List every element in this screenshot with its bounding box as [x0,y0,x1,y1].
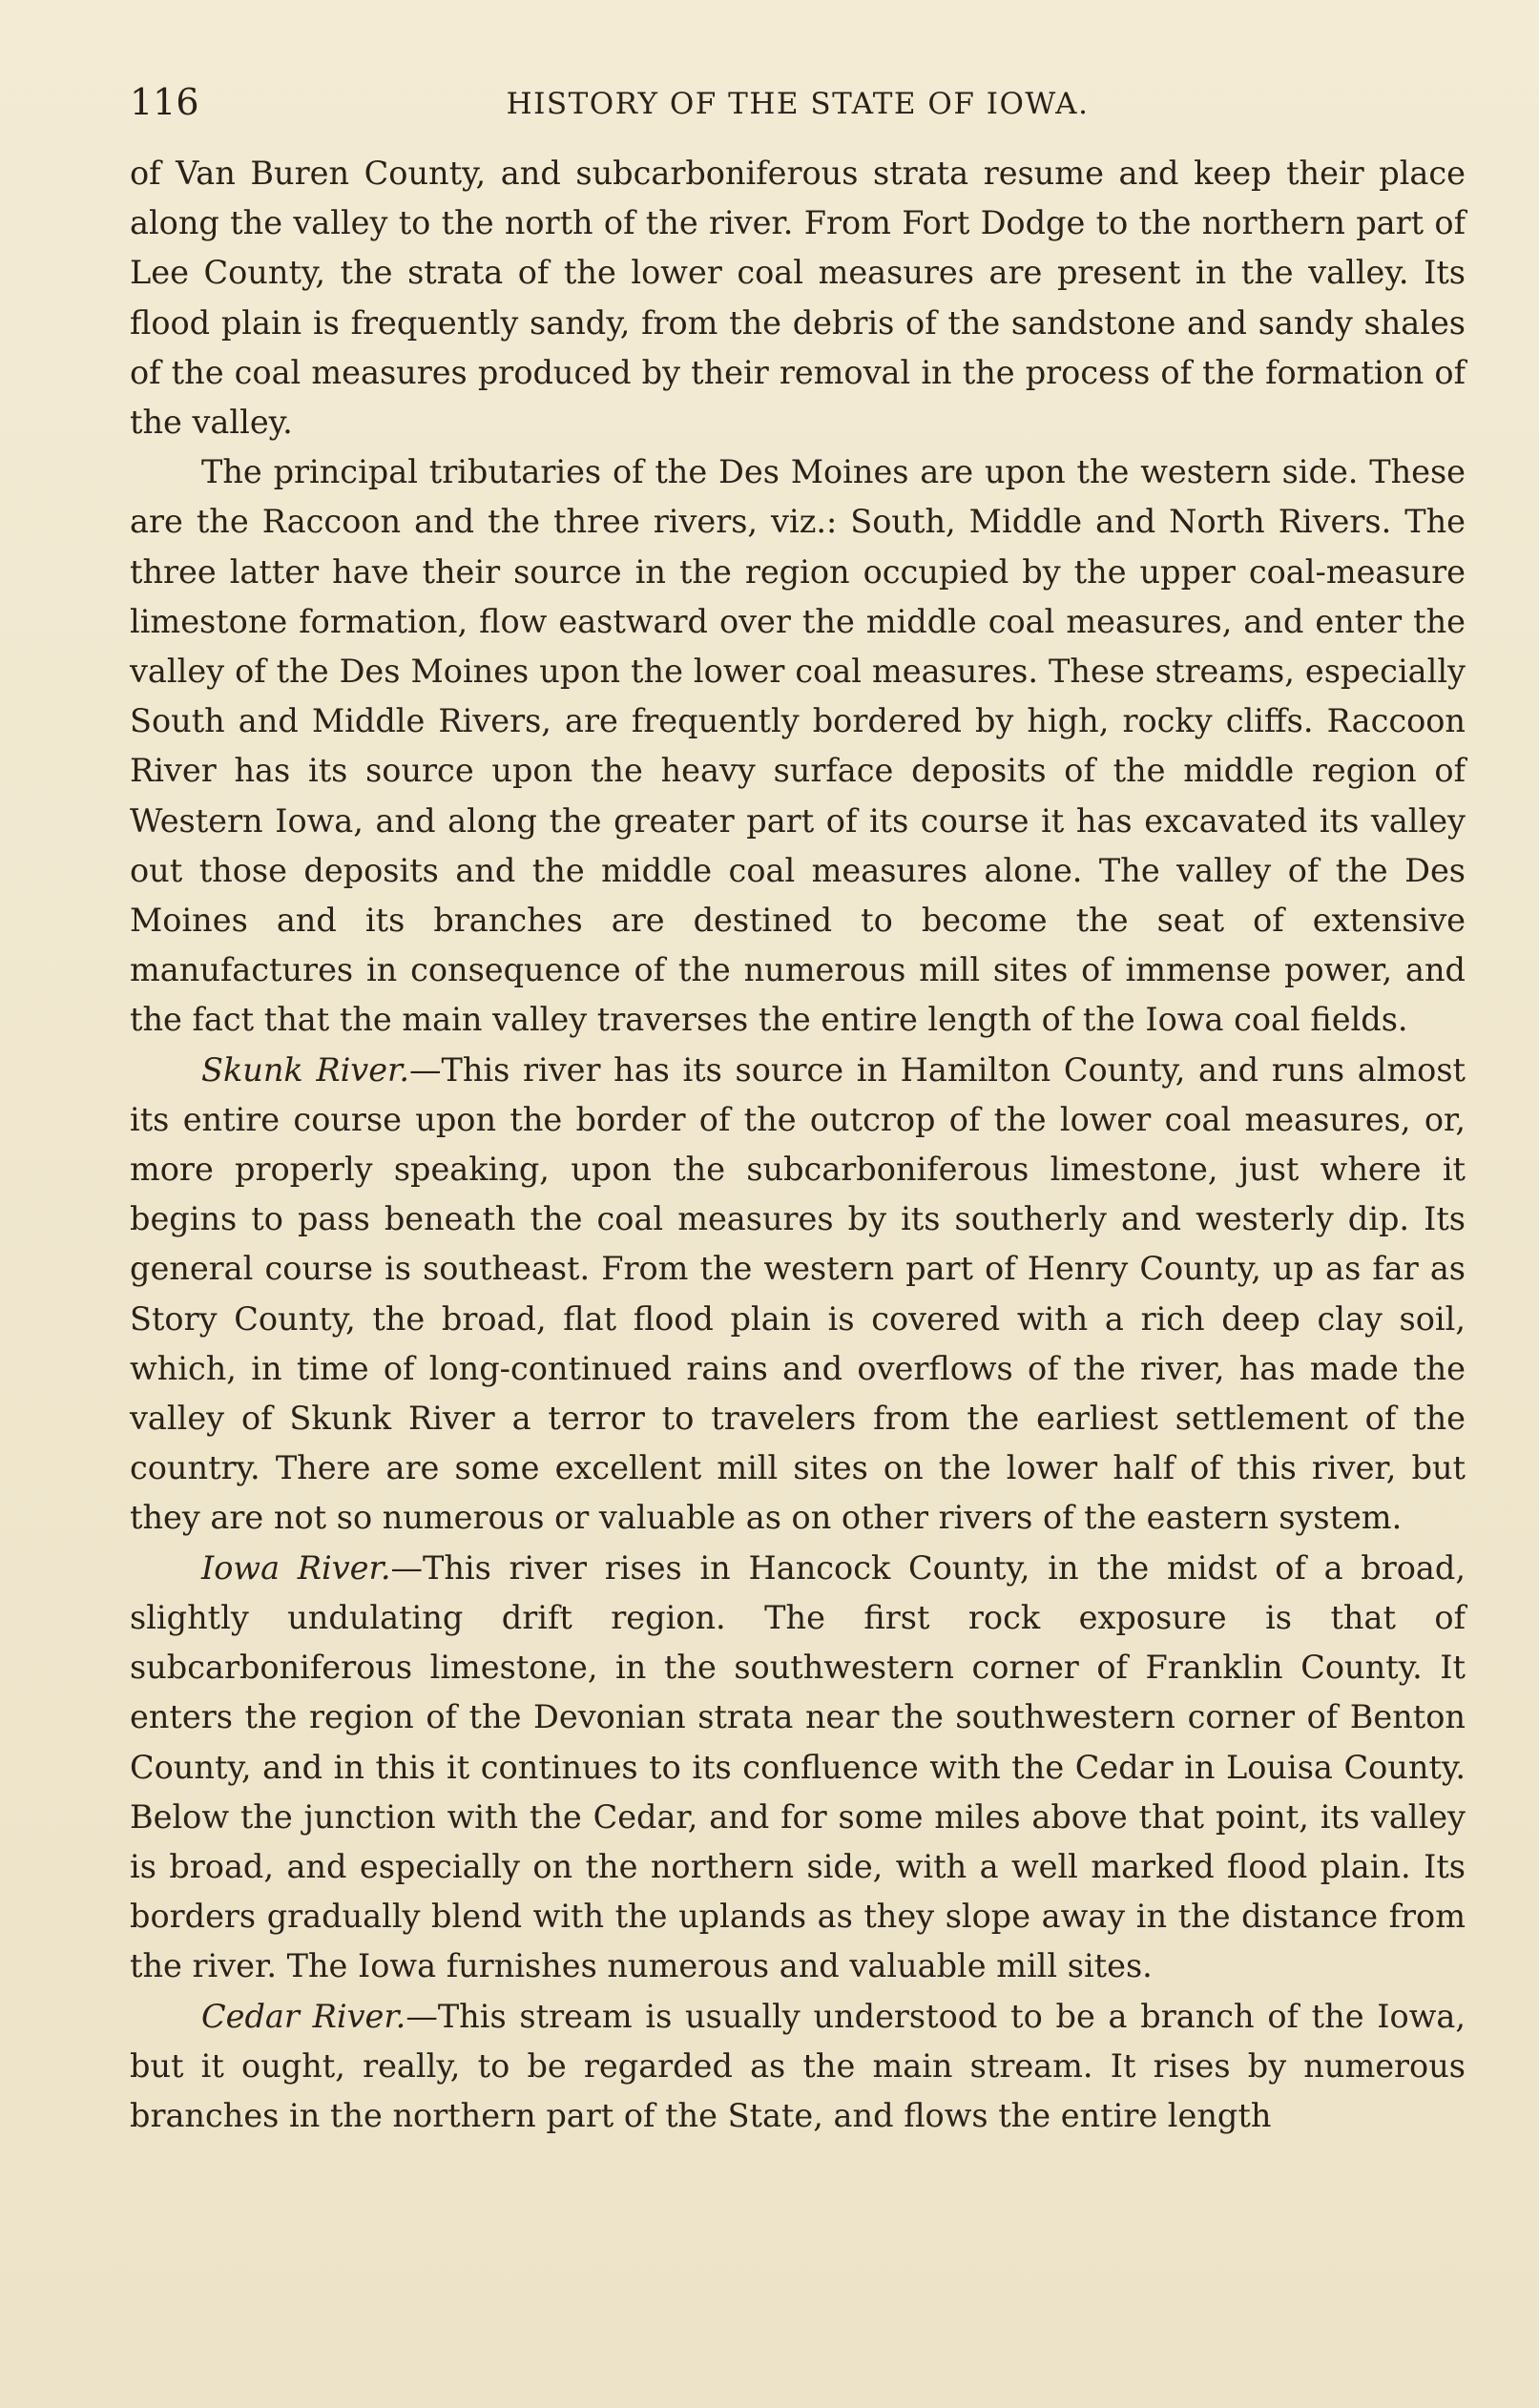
paragraph-text: —This river rises in Hancock County, in the midst of a broad, slightly undulating drift region. The first rock exposure is that of subcarboniferous limestone, in the southwestern corner of Franklin County. It enters the region of the Devonian strata near the southwestern corner of Benton County, and in this it continues to its confluence with the Cedar in Louisa County. Below the junction with the Cedar, and for some miles above that point, its valley is broad, and especially on the northern side, with a well marked flood plain. Its borders gradually blend with the uplands as they slope away in the distance from the river. The Iowa furnishes numerous and valuable mill sites. [130,1548,1466,1985]
section-heading-iowa-river: Iowa River. [201,1548,391,1587]
paragraph-iowa-river [130,1544,1466,1992]
paragraph-cedar-river [130,1992,1466,2142]
paragraph-des-moines-tributaries [130,447,1466,1045]
paragraph-text: —This river has its source in Hamilton County, and runs almost its entire course upon the border of the outcrop of the lower coal measures, or, more properly speaking, upon the subcarboniferous limestone, just where it begins to pass beneath the coal measures by its southerly and westerly dip. Its general course is southeast. From the western part of Henry County, up as far as Story County, the broad, flat flood plain is covered with a rich deep clay soil, which, in time of long-continued rains and overflows of the river, has made the valley of Skunk River a terror to travelers from the earliest settlement of the country. There are some excellent mill sites on the lower half of this river, but they are not so numerous or valuable as on other rivers of the eastern system. [130,1050,1466,1537]
running-head: HISTORY OF THE STATE OF IOWA. [506,87,1090,121]
section-heading-cedar-river: Cedar River. [201,1997,406,2035]
paragraph-text: of Van Buren County, and subcarboniferous strata resume and keep their place along the valley to the north of the river. From Fort Dodge to the northern part of Lee County, the strata of the lower coal measures are present in the valley. Its flood plain is frequently sandy, from the debris of the sandstone and sandy shales of the coal measures produced by their removal in the process of the formation of the valley. [130,155,1466,442]
paragraph-text: —This stream is usually understood to be a branch of the Iowa, but it ought, really, to be regarded as the main stream. It rises by numerous branches in the northern part of the State, and flows the entire length [130,1997,1466,2134]
section-heading-skunk-river: Skunk River. [201,1050,410,1089]
page-body [130,149,1466,2141]
paragraph-skunk-river [130,1046,1466,1544]
paragraph-text: The principal tributaries of the Des Moines are upon the western side. These are the Raccoon and the three rivers, viz.: South, Middle and North Rivers. The three latter have their source in the region occupied by the upper coal-measure limestone formation, flow eastward over the middle coal measures, and enter the valley of the Des Moines upon the lower coal measures. These streams, especially South and Middle Rivers, are frequently bordered by high, rocky cliffs. Raccoon River has its source upon the heavy surface deposits of the middle region of Western Iowa, and along the greater part of its course it has excavated its valley out those deposits and the middle coal measures alone. The valley of the Des Moines and its branches are destined to become the seat of extensive manufactures in consequence of the numerous mill sites of immense power, and the fact that the main valley traverses the entire length of the Iowa coal fields. [130,453,1466,1039]
paragraph-van-buren-continuation [130,149,1466,447]
page-number: 116 [130,81,199,123]
page-header [130,78,1466,135]
